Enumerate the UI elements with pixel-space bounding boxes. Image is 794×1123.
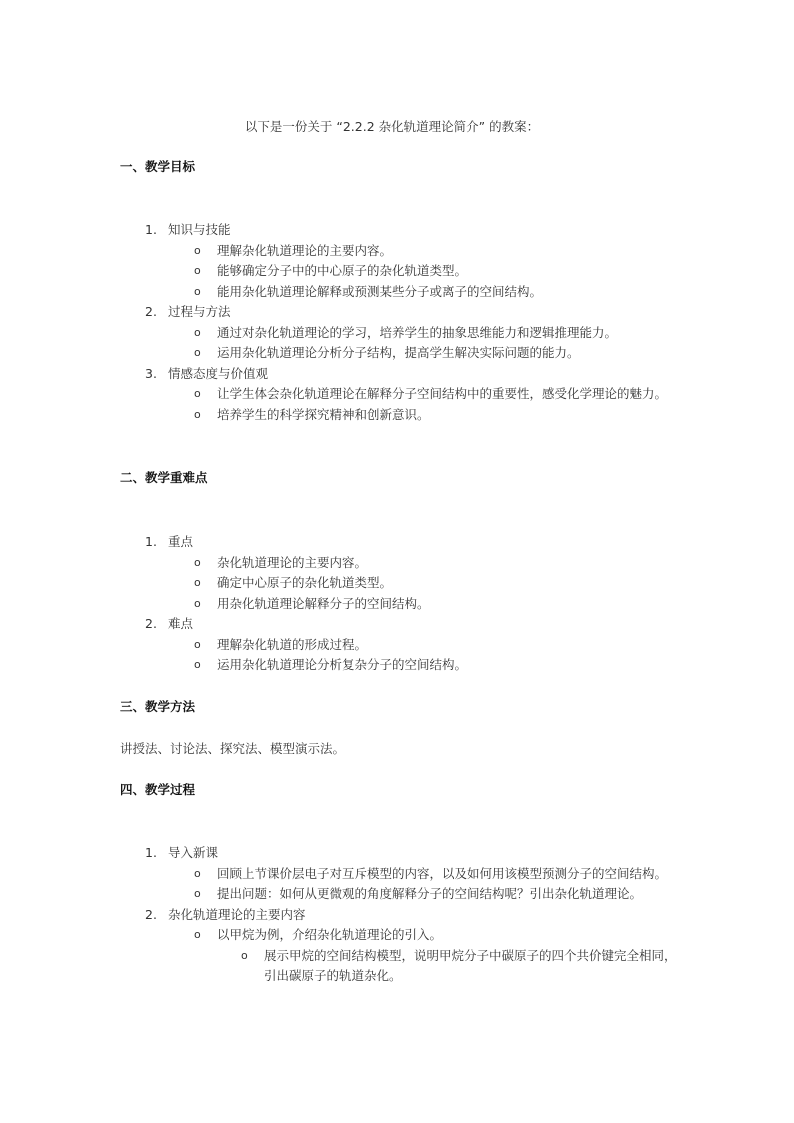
bullet-item <box>0 261 794 282</box>
bullet-item <box>0 864 794 885</box>
bullet-text: 以甲烷为例，介绍杂化轨道理论的引入。 <box>217 927 443 942</box>
bullet-circle-icon: o <box>194 928 201 941</box>
bullet-circle-icon: o <box>194 637 201 651</box>
bullet-circle-icon: o <box>194 346 201 359</box>
teaching-process-list <box>0 843 794 987</box>
bullet-circle-icon: o <box>194 596 201 610</box>
list-item <box>0 302 794 323</box>
teaching-goals-list <box>0 220 794 425</box>
bullet-circle-icon: o <box>194 264 201 277</box>
bullet-text: 回顾上节课价层电子对互斥模型的内容，以及如何用该模型预测分子的空间结构。 <box>217 865 668 881</box>
bullet-text: 运用杂化轨道理论分析复杂分子的空间结构。 <box>217 657 468 672</box>
bullet-text: 培养学生的科学探究精神和创新意识。 <box>217 406 430 422</box>
list-number: 1. <box>145 845 157 860</box>
bullet-circle-icon: o <box>194 387 201 400</box>
bullet-item <box>0 343 794 364</box>
section-heading-teaching-methods: 三、教学方法 <box>120 699 196 714</box>
list-item <box>0 364 794 385</box>
bullet-circle-icon: o <box>194 576 201 589</box>
bullet-text: 理解杂化轨道理论的主要内容。 <box>217 242 393 258</box>
list-item-label: 杂化轨道理论的主要内容 <box>168 906 306 922</box>
bullet-text: 确定中心原子的杂化轨道类型。 <box>217 575 393 590</box>
bullet-circle-icon: o <box>194 887 201 900</box>
list-item-label: 重点 <box>168 534 194 549</box>
document-title: 以下是一份关于 “2.2.2 杂化轨道理论简介” 的教案： <box>244 119 540 134</box>
bullet-item <box>0 884 794 905</box>
bullet-item <box>0 282 794 303</box>
bullet-item <box>0 323 794 344</box>
list-item <box>0 220 794 241</box>
list-item <box>0 614 794 635</box>
list-number: 2. <box>145 304 157 319</box>
sub-bullet-item <box>0 946 794 987</box>
list-number: 1. <box>145 222 157 237</box>
bullet-text: 能用杂化轨道理论解释或预测某些分子或离子的空间结构。 <box>217 283 543 299</box>
list-number: 3. <box>145 365 157 381</box>
bullet-text: 理解杂化轨道的形成过程。 <box>217 636 368 652</box>
bullet-text: 运用杂化轨道理论分析分子结构，提高学生解决实际问题的能力。 <box>217 345 580 360</box>
bullet-circle-icon: o <box>194 284 201 298</box>
list-item <box>0 843 794 864</box>
key-points-list <box>0 532 794 676</box>
bullet-item <box>0 594 794 615</box>
bullet-circle-icon: o <box>194 658 201 671</box>
list-item <box>0 532 794 553</box>
list-item-label: 情感态度与价值观 <box>168 365 269 381</box>
bullet-text: 提出问题：如何从更微观的角度解释分子的空间结构呢？引出杂化轨道理论。 <box>217 886 643 901</box>
section-heading-teaching-goals: 一、教学目标 <box>120 159 196 174</box>
bullet-item <box>0 655 794 676</box>
list-item-label: 难点 <box>168 616 194 631</box>
list-item <box>0 905 794 926</box>
bullet-item <box>0 553 794 574</box>
list-item-label: 知识与技能 <box>168 222 231 237</box>
bullet-item <box>0 384 794 405</box>
list-number: 2. <box>145 906 157 922</box>
section-heading-teaching-process: 四、教学过程 <box>120 782 196 797</box>
list-item-label: 导入新课 <box>168 845 219 860</box>
bullet-text: 用杂化轨道理论解释分子的空间结构。 <box>217 595 430 611</box>
bullet-text: 通过对杂化轨道理论的学习，培养学生的抽象思维能力和逻辑推理能力。 <box>217 324 618 340</box>
bullet-item <box>0 635 794 656</box>
bullet-text: 让学生体会杂化轨道理论在解释分子空间结构中的重要性，感受化学理论的魅力。 <box>217 386 668 401</box>
list-number: 1. <box>145 534 157 549</box>
bullet-item <box>0 405 794 426</box>
list-number: 2. <box>145 616 157 631</box>
bullet-text: 杂化轨道理论的主要内容。 <box>217 554 368 570</box>
bullet-text: 展示甲烷的空间结构模型，说明甲烷分子中碳原子的四个共价键完全相同，引出碳原子的轨道杂化。 <box>264 947 677 983</box>
bullet-item <box>0 573 794 594</box>
bullet-circle-icon: o <box>194 407 201 421</box>
bullet-circle-icon: o <box>241 948 248 962</box>
bullet-item <box>0 925 794 946</box>
bullet-circle-icon: o <box>194 555 201 569</box>
section-heading-key-difficult-points: 二、教学重难点 <box>120 470 208 485</box>
teaching-methods-paragraph: 讲授法、讨论法、探究法、模型演示法。 <box>120 741 346 756</box>
bullet-circle-icon: o <box>194 866 201 880</box>
bullet-circle-icon: o <box>194 325 201 339</box>
bullet-text: 能够确定分子中的中心原子的杂化轨道类型。 <box>217 263 468 278</box>
bullet-circle-icon: o <box>194 243 201 257</box>
list-item-label: 过程与方法 <box>168 304 231 319</box>
bullet-item <box>0 241 794 262</box>
